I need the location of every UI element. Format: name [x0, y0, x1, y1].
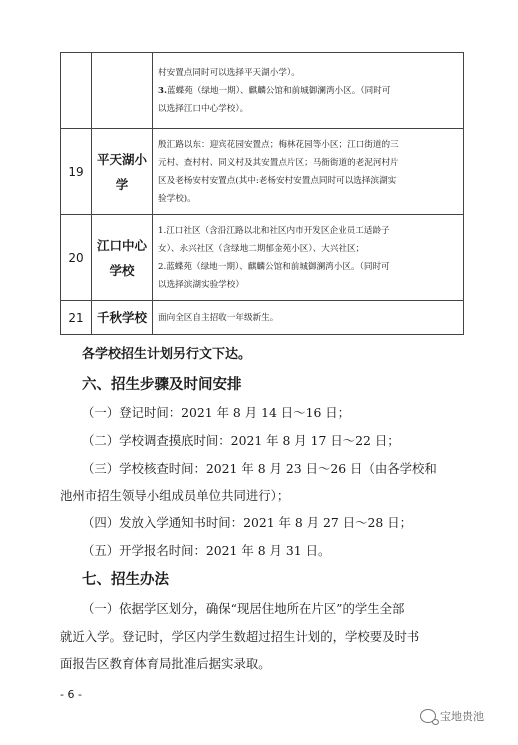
body-paragraph-line: （一）依据学区划分，确保“现居住地所在片区”的学生全部 [82, 601, 405, 616]
school-name: 平天湖小学 [92, 129, 153, 215]
zone-description: 村安置点同时可以选择平天湖小学）。 3.蓝蝶苑（绿地一期）、麒麟公馆和前城御澜湾小区。（同时可 以选择江口中心学校）。 [153, 53, 464, 129]
section-heading-schedule: 六、招生步骤及时间安排 [82, 377, 242, 393]
row-number: 21 [61, 301, 92, 335]
body-paragraph-line: 就近入学。登记时，学区内学生数超过招生计划的，学校要及时书 [60, 629, 420, 644]
row-number: 19 [61, 129, 92, 215]
wechat-icon [420, 709, 436, 723]
row-number [61, 53, 92, 129]
table-row [61, 301, 464, 335]
school-zone-table [60, 52, 464, 335]
section-heading-enrollment-method: 七、招生办法 [82, 572, 169, 588]
table-row [61, 53, 464, 129]
table-row [61, 215, 464, 301]
zone-description: 殷汇路以东：迎宾花园安置点；梅林花园等小区；江口街道的三 元村、查村村、同义村及其安置点片区；马衙街道的老泥河村片 区及老杨安村安置点(其中:老杨安村安置点同时可以选择滨湖实 验学校)。 [153, 129, 464, 215]
schedule-item-continued: 池州市招生领导小组成员单位共同进行）； [60, 488, 290, 503]
row-number: 20 [61, 215, 92, 301]
page-number: - 6 - [60, 688, 82, 701]
zone-description: 面向全区自主招收一年级新生。 [153, 301, 464, 335]
school-name: 江口中心学校 [92, 215, 153, 301]
schedule-item: （四）发放入学通知书时间：2021 年 8 月 27 日～28 日； [82, 515, 413, 530]
zone-description: 1.江口社区（含沿江路以北和社区内市开发区企业员工适龄子 女）、永兴社区（含绿地二期郁金苑小区）、大兴社区； 2.蓝蝶苑（绿地一期）、麒麟公馆和前城御澜湾小区。（同时可 以选择滨湖实验学校） [153, 215, 464, 301]
body-paragraph-line: 面报告区教育体育局批准后据实录取。 [60, 656, 271, 671]
enrollment-plan-note: 各学校招生计划另行文下达。 [82, 347, 252, 362]
watermark-text: 宝地贵池 [440, 710, 484, 723]
table-row [61, 129, 464, 215]
schedule-item: （三）学校核查时间：2021 年 8 月 23 日～26 日（由各学校和 [82, 461, 437, 476]
schedule-item: （五）开学报名时间：2021 年 8 月 31 日。 [82, 543, 331, 558]
school-name [92, 53, 153, 129]
schedule-item: （一）登记时间：2021 年 8 月 14 日～16 日； [82, 405, 351, 420]
school-name: 千秋学校 [92, 301, 153, 335]
watermark [420, 708, 484, 724]
schedule-item: （二）学校调查摸底时间：2021 年 8 月 17 日～22 日； [82, 433, 400, 448]
